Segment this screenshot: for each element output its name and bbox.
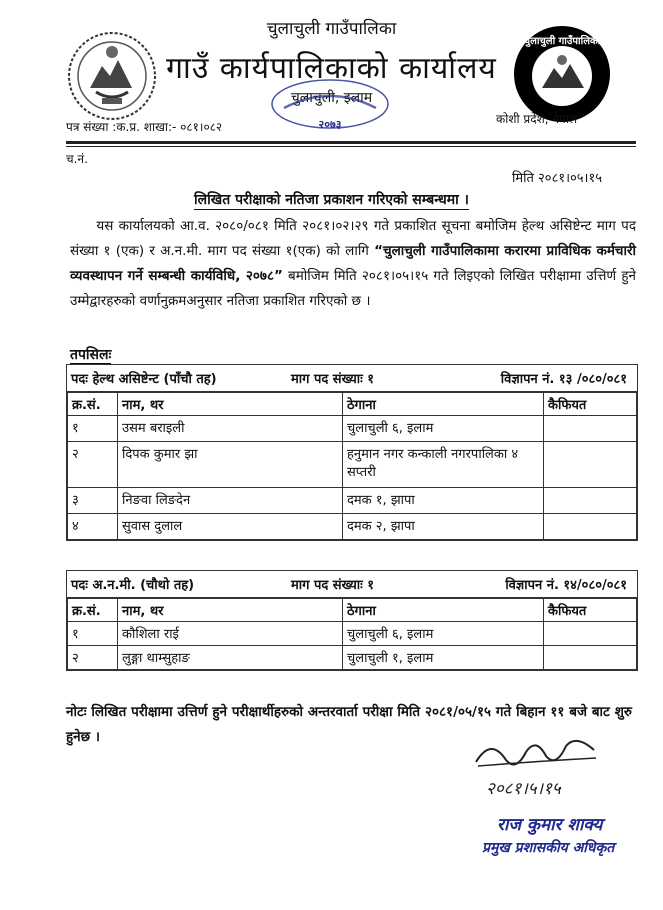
- letter-reference-number: पत्र संख्या :क.प्र. शाखा:- ०८१।०८२: [66, 120, 223, 134]
- table-row: [68, 622, 637, 646]
- post-count: माग पद संख्याः १: [291, 578, 375, 593]
- table-column-headers: [68, 599, 637, 622]
- details-heading: [70, 345, 111, 364]
- cell-remarks: [544, 646, 637, 670]
- candidate-table: [67, 598, 637, 670]
- table-header-info: [67, 365, 637, 392]
- col-address: ठेगाना: [343, 393, 544, 416]
- office-location: चुलाचुली, इलाम: [290, 90, 373, 106]
- cell-remarks: [544, 442, 637, 488]
- subject-text: लिखित परीक्षाको नतिजा प्रकाशन गरिएको सम्बन्धमा ।: [194, 192, 469, 208]
- cell-sn: ३: [68, 488, 118, 514]
- post-count: माग पद संख्याः १: [291, 372, 375, 387]
- header-divider: [66, 141, 636, 144]
- cell-name: कौशिला राई: [118, 622, 343, 646]
- body-part-1: यस कार्यालयको आ.व. २०८०/०८१ मिति २०८१।०२।२९ गते प्रकाशित सूचना बमोजिम हेल्थ असिष्टेन्ट माग पद संख्या १ (एक) र अ.न.मी. माग पद संख्या १(एक) को लागि: [70, 218, 636, 259]
- candidate-table: [67, 392, 637, 540]
- cell-remarks: [544, 488, 637, 514]
- province-address: कोशी प्रदेश, नेपाल: [496, 112, 578, 126]
- cell-sn: १: [68, 416, 118, 442]
- details-label: तपसिलः: [70, 347, 112, 363]
- cell-sn: १: [68, 622, 118, 646]
- table-row: [68, 442, 637, 488]
- cell-sn: ४: [68, 514, 118, 540]
- cell-address: दमक २, झापा: [343, 514, 544, 540]
- table-row: [68, 416, 637, 442]
- letter-date: मिति २०८१।०५।१५: [512, 171, 602, 186]
- cell-name: दिपक कुमार झा: [118, 442, 343, 488]
- cell-address: चुलाचुली ६, इलाम: [343, 622, 544, 646]
- col-sn: क्र.सं.: [68, 393, 118, 416]
- seal-text: चुलाचुली गाउँपालिका: [523, 36, 601, 47]
- header-divider-thin: [66, 146, 636, 147]
- col-remarks: कैफियत: [544, 599, 637, 622]
- stamp-year: २०७३: [318, 118, 342, 131]
- signatory-name: राज कुमार शाक्य: [497, 815, 603, 835]
- table-row: [68, 514, 637, 540]
- cell-name: सुवास दुलाल: [118, 514, 343, 540]
- chalani-number: च.नं.: [66, 152, 88, 166]
- cell-sn: २: [68, 646, 118, 670]
- post-title: पदः हेल्थ असिष्टेन्ट (पाँचौ तह): [71, 372, 217, 387]
- col-remarks: कैफियत: [544, 393, 637, 416]
- handwritten-signature: [466, 732, 606, 802]
- cell-remarks: [544, 514, 637, 540]
- cell-sn: २: [68, 442, 118, 488]
- result-table-health-assistant: [66, 364, 638, 541]
- cell-address: चुलाचुली ६, इलाम: [343, 416, 544, 442]
- table-row: [68, 488, 637, 514]
- post-title: पदः अ.न.मी. (चौथो तह): [71, 578, 195, 593]
- municipality-name: चुलाचुली गाउँपालिका: [266, 19, 397, 39]
- signature-date: २०८१।५।१५: [486, 779, 561, 799]
- office-stamp: [264, 78, 396, 134]
- col-name: नाम, थर: [118, 393, 343, 416]
- municipality-seal-icon: [512, 24, 612, 124]
- cell-name: निङवा लिङदेन: [118, 488, 343, 514]
- subject-line: [0, 190, 663, 209]
- col-address: ठेगाना: [343, 599, 544, 622]
- signatory-title: प्रमुख प्रशासकीय अधिकृत: [482, 840, 615, 856]
- col-name: नाम, थर: [118, 599, 343, 622]
- office-name: गाउँ कार्यपालिकाको कार्यालय: [166, 51, 497, 86]
- advertisement-number: विज्ञापन नं. १३ /०८०/०८१: [500, 372, 627, 387]
- cell-remarks: [544, 622, 637, 646]
- cell-name: लुङ्गा थाम्सुहाङ: [118, 646, 343, 670]
- cell-address: दमक १, झापा: [343, 488, 544, 514]
- cell-address: हनुमान नगर कन्काली नगरपालिका ४ सप्तरी: [343, 442, 544, 488]
- table-column-headers: [68, 393, 637, 416]
- body-part-2: बमोजिम मिति २०८१।०५।१५ गते लिइएको लिखित परीक्षामा उत्तिर्ण हुने उम्मेद्वारहरुको वर्णानुक्रमअनुसार नतिजा प्रकाशित गरिएको छ ।: [70, 268, 636, 309]
- result-table-anm: [66, 570, 638, 671]
- cell-address: चुलाचुली १, इलाम: [343, 646, 544, 670]
- cell-remarks: [544, 416, 637, 442]
- table-header-info: [67, 571, 637, 598]
- body-procedure-title: “चुलाचुली गाउँपालिकामा करारमा प्राविधिक कर्मचारी व्यवस्थापन गर्ने सम्बन्धी कार्यविधि, २०७८”: [70, 243, 637, 284]
- table-row: [68, 646, 637, 670]
- col-sn: क्र.सं.: [68, 599, 118, 622]
- interview-note: नोटः लिखित परीक्षामा उत्तिर्ण हुने परीक्षार्थीहरुको अन्तरवार्ता परीक्षा मिति २०८१/०५/१५ गते बिहान ११ बजे बाट शुरु हुनेछ ।: [66, 704, 632, 745]
- notice-body: [70, 214, 636, 314]
- advertisement-number: विज्ञापन नं. १४/०८०/०८१: [505, 578, 627, 593]
- cell-name: उसम बराइली: [118, 416, 343, 442]
